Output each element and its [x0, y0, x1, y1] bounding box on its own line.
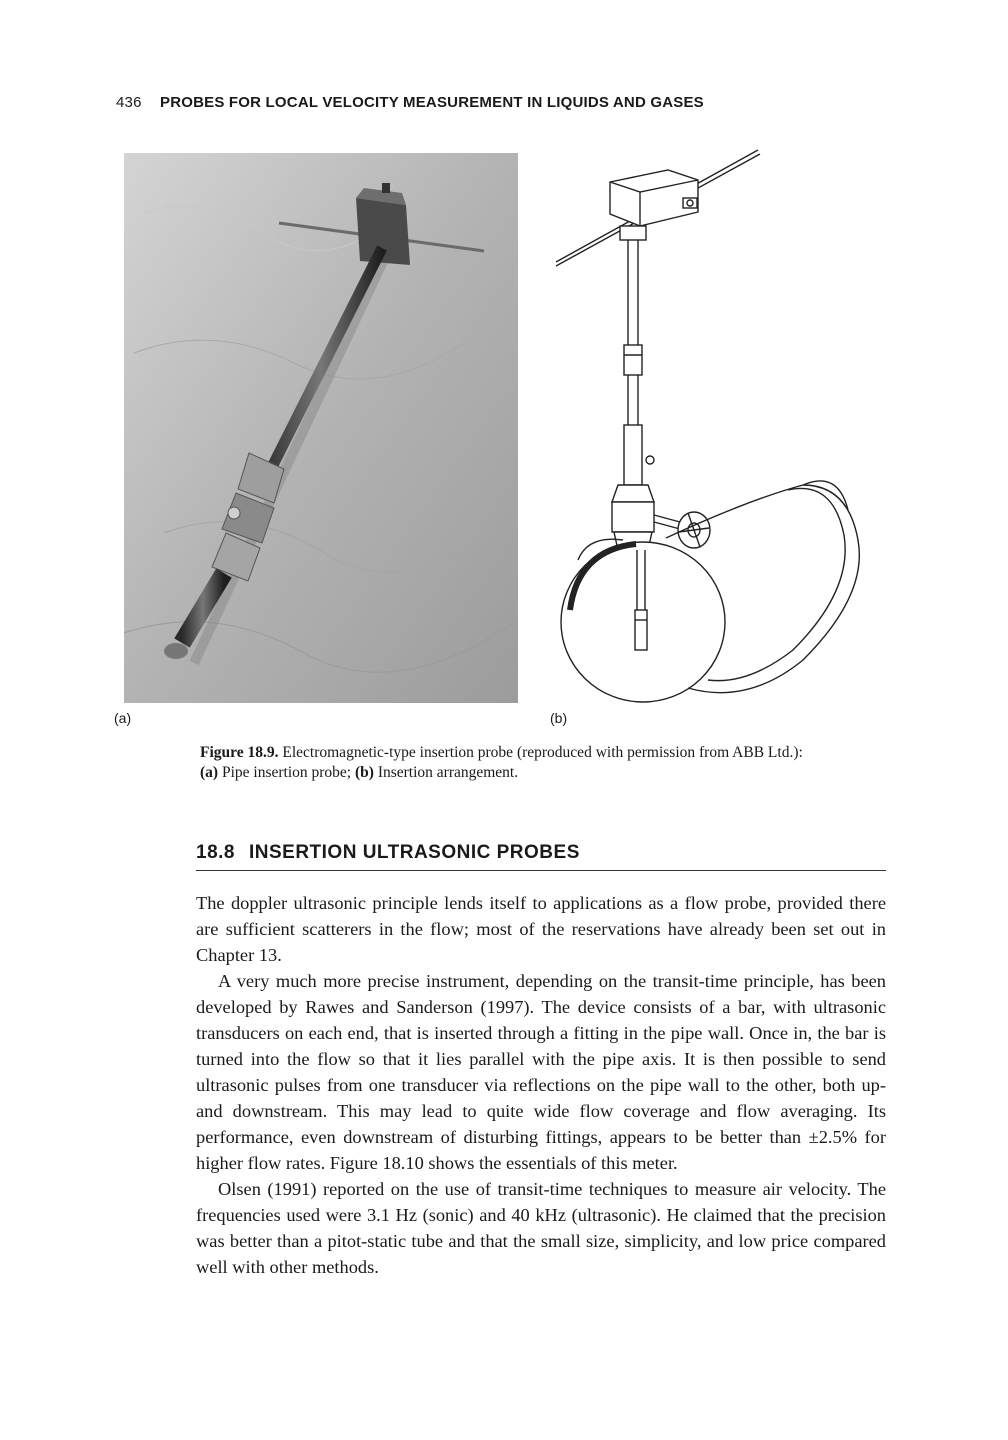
- figure-photo-insertion-probe: [124, 153, 518, 703]
- running-head: [116, 94, 896, 111]
- section-number: 18.8: [196, 842, 235, 863]
- panel-label-a: (a): [114, 710, 132, 726]
- caption-b-text: Insertion arrangement.: [373, 764, 519, 781]
- paragraph: Olsen (1991) reported on the use of transit-time techniques to measure air velocity. The frequencies used were 3.1 Hz (sonic) and 40 kHz (ultrasonic). He claimed that the precision was better than a pitot-static tube and that the small size, simplicity, and low price compared well with other methods.: [196, 1179, 886, 1277]
- panel-label-b: (b): [550, 710, 568, 726]
- figure-drawing-insertion-arrangement: [548, 140, 894, 705]
- caption-b-label: (b): [354, 764, 374, 781]
- paragraph: The doppler ultrasonic principle lends itself to applications as a flow probe, provided there are sufficient scatterers in the flow; most of the reservations have already been set out in Chapter 13.: [196, 893, 886, 965]
- caption-a-text: Pipe insertion probe;: [218, 764, 355, 781]
- paragraph: A very much more precise instrument, depending on the transit-time principle, has been developed by Rawes and Sanderson (1997). The device consists of a bar, with ultrasonic transducers on each end, that is inserted through a fitting in the pipe wall. Once in, the bar is turned into the flow so that it lies parallel with the pipe axis. It is then possible to send ultrasonic pulses from one transducer via reflections on the pipe wall to the other, both up- and downstream. This may lead to quite wide flow coverage and flow averaging. Its performance, even downstream of disturbing fittings, appears to be better than ±2.5% for higher flow rates. Figure 18.10 shows the essentials of this meter.: [196, 971, 886, 1173]
- section-title: INSERTION ULTRASONIC PROBES: [248, 842, 580, 863]
- caption-a-label: (a): [200, 764, 219, 781]
- page-number: 436: [116, 94, 142, 111]
- figure-caption: [200, 743, 890, 783]
- caption-label: Figure 18.9.: [200, 744, 279, 761]
- caption-text: Electromagnetic-type insertion probe (reproduced with permission from ABB Ltd.):: [278, 744, 803, 761]
- section-heading: [196, 842, 886, 871]
- body-text: [196, 890, 886, 1280]
- running-title: PROBES FOR LOCAL VELOCITY MEASUREMENT IN LIQUIDS AND GASES: [160, 94, 704, 111]
